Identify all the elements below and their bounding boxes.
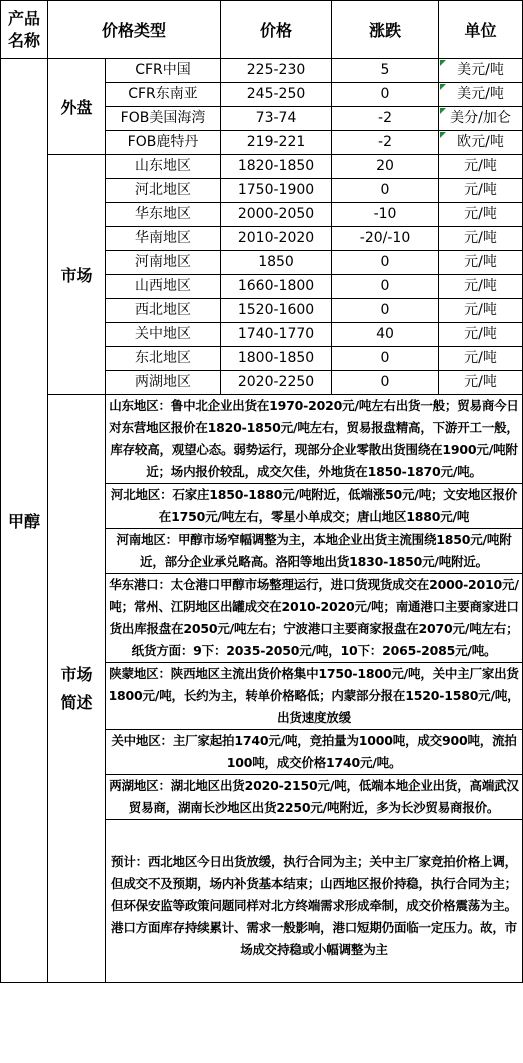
price-cell: 245-250 xyxy=(221,83,332,107)
price-cell: 2020-2250 xyxy=(221,371,332,395)
unit-cell: 元/吨 xyxy=(439,371,523,395)
unit-cell: 元/吨 xyxy=(439,347,523,371)
group-summary-label xyxy=(48,395,106,983)
header-product-line2: 名称 xyxy=(7,30,40,50)
price-cell: 1520-1600 xyxy=(221,299,332,323)
comment-flag-icon xyxy=(440,84,446,90)
change-cell: -10 xyxy=(332,203,439,227)
group-market-label: 市场 xyxy=(48,155,106,395)
change-cell: 0 xyxy=(332,83,439,107)
price-type-cell: 两湖地区 xyxy=(106,371,221,395)
price-type-cell: 东北地区 xyxy=(106,347,221,371)
unit-text: 欧元/吨 xyxy=(457,134,504,150)
header-product xyxy=(1,1,48,59)
unit-cell xyxy=(439,131,523,155)
summary-note-forecast: 预计：西北地区今日出货放缓，执行合同为主；关中主厂家竞拍价格上调，但成交不及预期，场内补货基本结束；山西地区报价持稳，执行合同为主；但环保安监等政策问题同样对北方终端需求形成牵制，成交价格震荡为主。港口方面库存持续累计、需求一般影响，港口短期仍面临一定压力。故，市场成交持稳或小幅调整为主 xyxy=(106,820,523,983)
summary-note-lianghu: 两湖地区：湖北地区出货2020-2150元/吨，低端本地企业出货，高端武汉贸易商，湖南长沙地区出货2250元/吨附近，多为长沙贸易商报价。 xyxy=(106,775,523,820)
comment-flag-icon xyxy=(440,60,446,66)
summary-row xyxy=(1,395,523,484)
unit-cell xyxy=(439,83,523,107)
summary-note-henan: 河南地区：甲醇市场窄幅调整为主，本地企业出货主流围绕1850元/吨附近，部分企业承兑略高。洛阳等地出货1830-1850元/吨附近。 xyxy=(106,529,523,574)
price-cell: 219-221 xyxy=(221,131,332,155)
change-cell: 0 xyxy=(332,299,439,323)
price-type-cell: 关中地区 xyxy=(106,323,221,347)
price-type-cell: 河北地区 xyxy=(106,179,221,203)
unit-cell xyxy=(439,59,523,83)
price-cell: 73-74 xyxy=(221,107,332,131)
group-summary-label-line1: 市场 xyxy=(60,664,93,684)
unit-text: 美元/吨 xyxy=(457,62,504,78)
price-cell: 1740-1770 xyxy=(221,323,332,347)
unit-cell: 元/吨 xyxy=(439,227,523,251)
header-unit: 单位 xyxy=(439,1,523,59)
price-type-cell: 山西地区 xyxy=(106,275,221,299)
unit-cell: 元/吨 xyxy=(439,251,523,275)
change-cell: -20/-10 xyxy=(332,227,439,251)
price-type-cell: 华东地区 xyxy=(106,203,221,227)
unit-cell: 元/吨 xyxy=(439,323,523,347)
price-type-cell: CFR中国 xyxy=(106,59,221,83)
header-price-type: 价格类型 xyxy=(48,1,221,59)
price-cell: 225-230 xyxy=(221,59,332,83)
change-cell: 0 xyxy=(332,347,439,371)
unit-text: 美分/加仑 xyxy=(450,110,511,126)
unit-cell xyxy=(439,107,523,131)
summary-note-guanzhong: 关中地区：主厂家起拍1740元/吨，竞拍量为1000吨，成交900吨，流拍100吨，成交价格1740元/吨。 xyxy=(106,730,523,775)
group-foreign-label: 外盘 xyxy=(48,59,106,155)
unit-cell: 元/吨 xyxy=(439,179,523,203)
price-cell: 2010-2020 xyxy=(221,227,332,251)
group-summary-label-line2: 简述 xyxy=(60,692,93,712)
price-type-cell: FOB鹿特丹 xyxy=(106,131,221,155)
unit-cell: 元/吨 xyxy=(439,299,523,323)
price-cell: 1820-1850 xyxy=(221,155,332,179)
change-cell: 0 xyxy=(332,371,439,395)
table-row xyxy=(1,59,523,83)
price-cell: 1750-1900 xyxy=(221,179,332,203)
price-cell: 2000-2050 xyxy=(221,203,332,227)
price-type-cell: 华南地区 xyxy=(106,227,221,251)
product-name: 甲醇 xyxy=(1,59,48,983)
summary-note-shandong: 山东地区：鲁中北企业出货在1970-2020元/吨左右出货一般；贸易商今日对东营地区报价在1820-1850元/吨左右，贸易报盘精高，下游开工一般，库存较高，观望心态。弱势运行，现部分企业零散出货围绕在1900元/吨附近；场内报价较乱，成交欠佳，外地货在1850-1870元/吨。 xyxy=(106,395,523,484)
summary-note-hebei: 河北地区：石家庄1850-1880元/吨附近，低端涨50元/吨；文安地区报价在1750元/吨左右，零星小单成交；唐山地区1880元/吨 xyxy=(106,484,523,529)
header-product-line1: 产品 xyxy=(7,8,40,28)
price-type-cell: 河南地区 xyxy=(106,251,221,275)
price-type-cell: 西北地区 xyxy=(106,299,221,323)
comment-flag-icon xyxy=(440,108,446,114)
change-cell: 20 xyxy=(332,155,439,179)
summary-note-shaanxi-inner-mongolia: 陕蒙地区：陕西地区主流出货价格集中1750-1800元/吨，关中主厂家出货1800元/吨，长约为主，转单价格略低；内蒙部分报在1520-1580元/吨，出货速度放缓 xyxy=(106,663,523,730)
price-type-cell: FOB美国海湾 xyxy=(106,107,221,131)
summary-note-east-china-port: 华东港口：太仓港口甲醇市场整理运行，进口货现货成交在2000-2010元/吨；常州、江阴地区出罐成交在2010-2020元/吨；南通港口主要商家进口货出库报盘在2050元/吨左右；宁波港口主要商家报盘在2070元/吨左右；纸货方面：9下：2035-2050元/吨，10下：2065-2085元/吨。 xyxy=(106,574,523,663)
price-type-cell: CFR东南亚 xyxy=(106,83,221,107)
unit-cell: 元/吨 xyxy=(439,275,523,299)
change-cell: 0 xyxy=(332,275,439,299)
unit-cell: 元/吨 xyxy=(439,155,523,179)
price-cell: 1660-1800 xyxy=(221,275,332,299)
change-cell: 0 xyxy=(332,251,439,275)
table-row xyxy=(1,155,523,179)
unit-text: 美元/吨 xyxy=(457,86,504,102)
change-cell: 5 xyxy=(332,59,439,83)
change-cell: 0 xyxy=(332,179,439,203)
change-cell: -2 xyxy=(332,107,439,131)
header-price: 价格 xyxy=(221,1,332,59)
price-type-cell: 山东地区 xyxy=(106,155,221,179)
price-cell: 1800-1850 xyxy=(221,347,332,371)
comment-flag-icon xyxy=(440,132,446,138)
header-row xyxy=(1,1,523,59)
change-cell: -2 xyxy=(332,131,439,155)
header-change: 涨跌 xyxy=(332,1,439,59)
unit-cell: 元/吨 xyxy=(439,203,523,227)
change-cell: 40 xyxy=(332,323,439,347)
price-cell: 1850 xyxy=(221,251,332,275)
